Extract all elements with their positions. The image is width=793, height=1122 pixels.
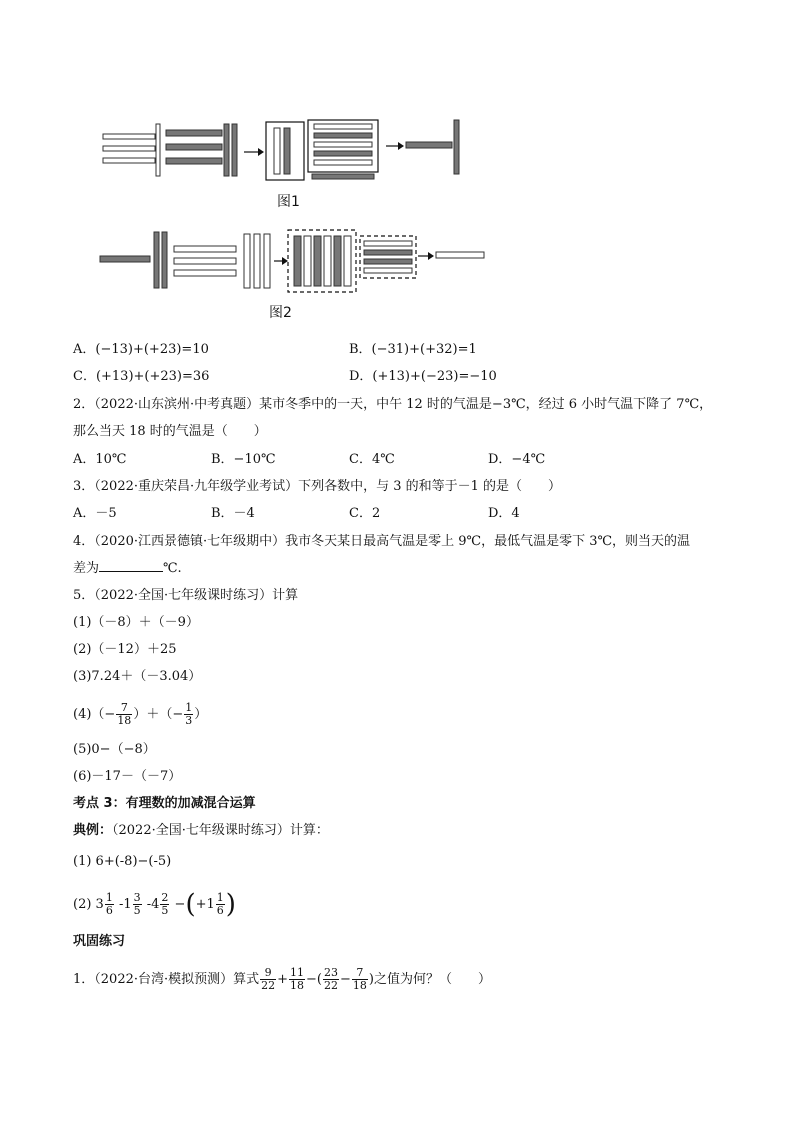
fraction-numerator: 7 [116, 702, 132, 715]
fraction-denominator: 5 [133, 904, 141, 917]
fraction [184, 702, 193, 727]
example-label: 典例： [73, 823, 113, 838]
q5-part-4-mid: ）＋（− [133, 707, 184, 722]
operator-text: + [277, 972, 289, 987]
fraction [160, 892, 169, 917]
q5-part-4-suffix: ） [194, 707, 208, 722]
q2-stem-line1: 2．（2022·山东滨州·中考真题）某市冬季中的一天，中午 12 时的气温是−3℃，经过 6 小时气温下降了 7℃， [73, 397, 713, 412]
fraction-denominator: 3 [185, 714, 193, 727]
q4-suffix: ℃. [163, 561, 182, 576]
right-paren: ) [225, 889, 236, 920]
fraction [289, 967, 305, 992]
practice-heading: 巩固练习 [73, 934, 126, 949]
q5-part-5: (5)0−（−8） [73, 742, 156, 757]
q3-stem: 3．（2022·重庆荣昌·九年级学业考试）下列各数中，与 3 的和等于－1 的是（ ） [73, 479, 562, 494]
fraction [323, 967, 339, 992]
fraction [116, 702, 132, 727]
example-part-1: (1) 6+(-8)−(-5) [73, 854, 172, 869]
fraction-denominator: 22 [261, 979, 276, 992]
fraction-numerator: 11 [290, 966, 305, 979]
fraction [105, 892, 114, 917]
fraction-numerator: 1 [185, 701, 193, 714]
example-text: （2022·全国·七年级课时练习）计算： [112, 823, 329, 838]
practice-q1 [73, 967, 491, 992]
q4-prefix: 差为 [73, 561, 100, 576]
figure-1-diagram [98, 116, 468, 186]
q5-part-6: (6)－17－（－7） [73, 769, 182, 784]
q5-part-4-prefix: (4)（− [73, 707, 116, 722]
q1-option-d: D．(+13)+(−23)=−10 [349, 369, 497, 384]
fraction [133, 892, 142, 917]
q3-option-a: A．－5 [73, 506, 117, 521]
fraction-denominator: 22 [324, 979, 338, 992]
fraction-denominator: 5 [161, 904, 169, 917]
fraction-numerator: 1 [216, 891, 224, 904]
example-line [73, 821, 329, 841]
q4-stem-line1: 4．（2020·江西景德镇·七年级期中）我市冬天某日最高气温是零上 9℃，最低气温是零下 3℃，则当天的温 [73, 534, 691, 549]
operator-text: − [340, 972, 351, 987]
q1-option-c: C．(+13)+(+23)=36 [73, 369, 210, 384]
fraction [260, 967, 276, 992]
q5-part-3: (3)7.24＋（－3.04） [73, 669, 202, 684]
fraction-numerator: 3 [133, 891, 141, 904]
fraction-denominator: 6 [105, 904, 113, 917]
example-part-2 [73, 889, 236, 920]
q2-option-d: D．−4℃ [488, 452, 546, 467]
paren-inner: +1 [195, 897, 215, 912]
figure-2-diagram [96, 228, 492, 296]
fraction-numerator: 7 [352, 967, 368, 980]
q4-answer-blank[interactable] [99, 559, 163, 572]
fraction-denominator: 18 [352, 979, 367, 992]
q5-part-2: (2)（－12）＋25 [73, 642, 177, 657]
operator-text: -4 [142, 897, 160, 912]
figure-2-caption: 图2 [269, 305, 292, 321]
q2-option-c: C．4℃ [349, 452, 395, 467]
operator-text: −( [306, 972, 322, 987]
q3-option-b: B．－4 [211, 506, 255, 521]
operator-text: − [170, 897, 186, 912]
fraction-numerator: 1 [105, 891, 113, 904]
fraction-numerator: 2 [161, 891, 169, 904]
left-paren: ( [185, 889, 196, 920]
q3-option-d: D．4 [488, 506, 520, 521]
q3-option-c: C．2 [349, 506, 381, 521]
q1-option-b: B．(−31)+(+32)=1 [349, 342, 477, 357]
practice-q1-suffix: )之值为何？（ ） [368, 972, 491, 987]
q4-stem-line2 [73, 559, 182, 579]
operator-text: -1 [114, 897, 132, 912]
fraction-numerator: 9 [260, 967, 276, 980]
q2-stem-line2: 那么当天 18 时的气温是（ ） [73, 424, 267, 439]
q5-part-4 [73, 702, 207, 727]
figure-1-caption: 图1 [277, 194, 300, 210]
q2-option-b: B．−10℃ [211, 452, 276, 467]
fraction-denominator: 18 [290, 979, 305, 992]
fraction-denominator: 6 [216, 904, 224, 917]
fraction-denominator: 18 [117, 714, 132, 727]
q5-part-1: (1)（－8）＋（－9） [73, 615, 199, 630]
q1-option-a: A．(−13)+(+23)=10 [73, 342, 209, 357]
section-3-heading: 考点 3：有理数的加减混合运算 [73, 796, 256, 811]
q5-stem: 5．（2022·全国·七年级课时练习）计算 [73, 588, 299, 603]
mixed-number-whole: (2) 3 [73, 897, 104, 912]
fraction [216, 892, 225, 917]
fraction [352, 967, 368, 992]
practice-q1-prefix: 1．（2022·台湾·模拟预测）算式 [73, 972, 260, 987]
fraction-numerator: 23 [324, 966, 338, 979]
q2-option-a: A．10℃ [73, 452, 127, 467]
